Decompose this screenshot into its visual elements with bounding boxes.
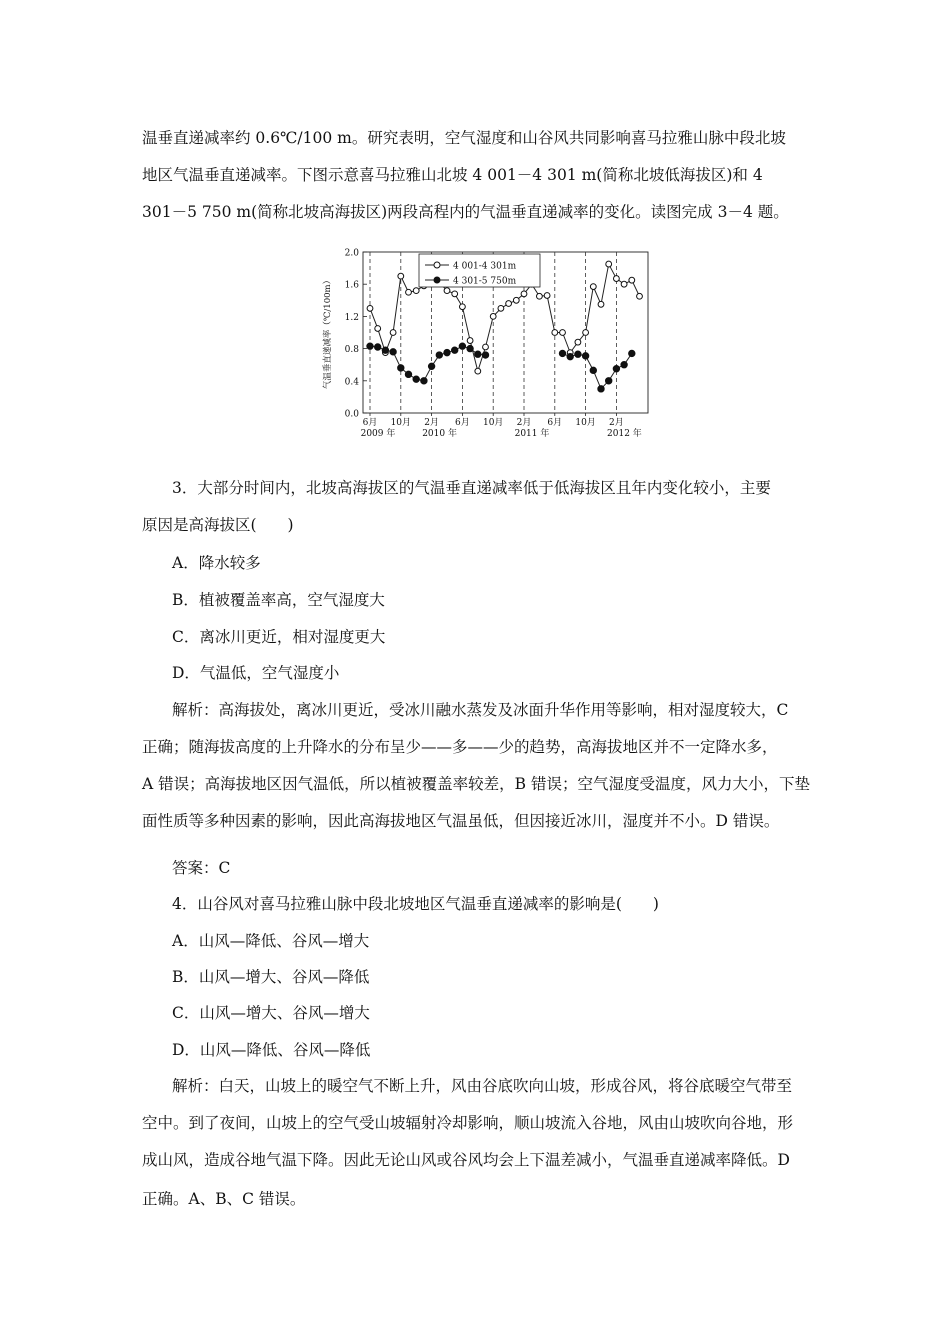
data-point-high [606,378,612,384]
data-point-high [582,353,588,359]
data-point-low [367,305,373,311]
data-point-low [575,339,581,345]
data-point-high [405,371,411,377]
data-point-low [513,297,519,303]
data-point-high [459,343,465,349]
q4-option-b: B．山风—增大、谷风—降低 [172,968,370,986]
y-tick-label: 1.2 [344,312,359,323]
x-tick-label: 10月 [482,418,504,428]
data-point-low [460,304,466,310]
x-tick-label: 2月 [516,418,532,428]
y-axis-title: 气温垂直递减率（℃/100m） [323,275,333,390]
q3-explanation-4: 面性质等多种因素的影响，因此高海拔地区气温虽低，但因接近冰川，湿度并不小。D 错误。 [142,812,780,830]
data-point-high [413,376,419,382]
legend-label: 4 301-5 750m [453,276,517,287]
y-tick-label: 1.6 [344,280,359,291]
data-point-low [583,330,589,336]
data-point-high [421,378,427,384]
legend-marker [434,262,440,268]
data-point-high [467,345,473,351]
q4-option-d: D．山风—降低、谷风—降低 [172,1041,371,1059]
q4-explanation-3: 成山风，造成谷地气温下降。因此无论山风或谷风均会上下温差减小，气温垂直递减率降低。D [142,1151,790,1169]
data-point-high [382,347,388,353]
q4-explanation-4: 正确。A、B、C 错误。 [142,1190,306,1208]
q4-option-c: C．山风—增大、谷风—增大 [172,1004,370,1022]
data-point-low [598,301,604,307]
data-point-low [390,330,396,336]
data-point-low [560,330,566,336]
q3-explanation-2: 正确；随海拔高度的上升降水的分布呈少——多——少的趋势，高海拔地区并不一定降水多， [142,738,778,756]
x-tick-label: 6月 [455,418,470,428]
x-tick-label: 2月 [609,418,624,428]
data-point-high [613,366,619,372]
y-tick-label: 0.0 [344,409,359,420]
data-point-low [637,293,643,299]
data-point-high [436,352,442,358]
data-point-low [444,288,450,294]
data-point-high [559,350,565,356]
data-point-high [482,352,488,358]
x-tick-label: 10月 [575,418,596,428]
q3-explanation-1: 解析：高海拔处，离冰川更近，受冰川融水蒸发及冰面升华作用等影响，相对湿度较大，C [172,701,789,719]
x-tick-label: 6月 [362,418,378,428]
year-label: 2012 年 [607,429,642,439]
q3-option-a: A．降水较多 [172,554,261,572]
data-point-high [390,349,396,355]
data-point-high [398,365,404,371]
y-tick-label: 2.0 [344,248,359,259]
q4-option-a: A．山风—降低、谷风—增大 [172,932,370,950]
data-point-low [475,368,481,374]
data-point-low [413,288,419,294]
data-point-low [498,305,504,311]
data-point-low [467,338,473,344]
data-point-high [567,353,573,359]
intro-line-3: 301－5 750 m(简称北坡高海拔区)两段高程内的气温垂直递减率的变化。读图完成 3－4 题。 [142,203,789,221]
q3-answer: 答案：C [172,859,231,877]
data-point-high [590,367,596,373]
data-point-low [629,277,635,283]
data-point-high [629,350,635,356]
intro-line-1: 温垂直递减率约 0.6℃/100 m。研究表明，空气湿度和山谷风共同影响喜马拉雅山脉中段北坡 [142,129,786,147]
data-point-low [483,344,489,350]
data-point-low [621,281,627,287]
x-tick-label: 10月 [390,418,412,428]
data-point-high [428,363,434,369]
data-point-high [375,344,381,350]
data-point-high [598,386,604,392]
q3-option-b: B．植被覆盖率高，空气湿度大 [172,591,385,609]
data-point-low [614,276,620,282]
data-point-low [606,261,612,267]
year-label: 2010 年 [422,429,457,439]
legend-label: 4 001-4 301m [453,261,517,272]
legend-marker [434,277,440,283]
q3-option-d: D．气温低，空气湿度小 [172,664,340,682]
data-point-low [375,326,381,332]
data-point-high [444,349,450,355]
year-label: 2011 年 [514,429,550,439]
y-tick-label: 0.8 [344,345,359,356]
data-point-high [475,351,481,357]
y-tick-label: 0.4 [344,377,359,388]
q3-option-c: C．离冰川更近，相对湿度更大 [172,628,386,646]
data-point-low [590,284,596,290]
data-point-low [490,314,496,320]
lapse-rate-chart [318,240,658,445]
data-point-low [398,273,404,279]
data-point-low [506,301,512,307]
data-point-low [552,330,558,336]
data-point-low [521,291,527,297]
q3-stem-line-2: 原因是高海拔区( ) [142,516,294,534]
data-point-high [621,362,627,368]
chart-legend [419,254,540,287]
q4-explanation-2: 空中。到了夜间，山坡上的空气受山坡辐射冷却影响，顺山坡流入谷地，风由山坡吹向谷地，形 [142,1114,794,1132]
q3-stem-line-1: 3．大部分时间内，北坡高海拔区的气温垂直递减率低于低海拔区且年内变化较小，主要 [172,479,771,497]
q3-explanation-3: A 错误；高海拔地区因气温低，所以植被覆盖率较差，B 错误；空气湿度受温度，风力大小，下垫 [142,775,810,793]
series-high-altitude [367,343,635,392]
year-label: 2009 年 [360,429,396,439]
x-tick-label: 2月 [424,418,439,428]
intro-line-2: 地区气温垂直递减率。下图示意喜马拉雅山北坡 4 001－4 301 m(简称北坡低海拔区)和 4 [142,166,763,184]
data-point-low [544,293,550,299]
data-point-high [575,351,581,357]
q4-explanation-1: 解析：白天，山坡上的暖空气不断上升，风由谷底吹向山坡，形成谷风，将谷底暖空气带至 [172,1077,793,1095]
data-point-low [537,293,543,299]
data-point-high [367,343,373,349]
x-tick-label: 6月 [547,418,563,428]
data-point-low [406,289,412,295]
data-point-low [452,291,458,297]
q4-stem: 4．山谷风对喜马拉雅山脉中段北坡地区气温垂直递减率的影响是( ) [172,895,659,913]
data-point-high [452,347,458,353]
